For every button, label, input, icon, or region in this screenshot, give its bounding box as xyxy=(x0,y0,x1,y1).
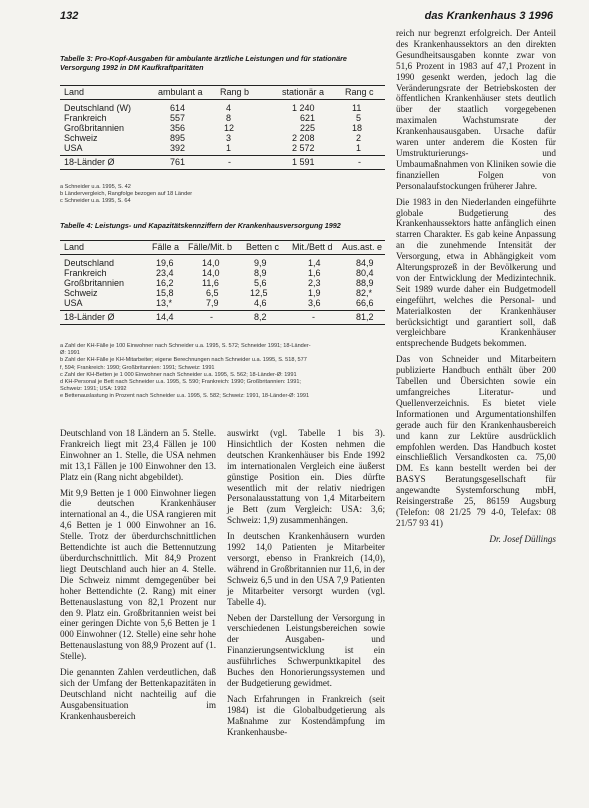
table4-footnotes: a Zahl der KH-Fälle je 100 Einwohner nach Schneider u.a. 1995, S. 572; Schneider 1991; 18-Länder- Ø: 1991 b Zahl der KH-Fälle je KH-Mitarbeiter; eigene Berechnungen nach Schneider u.a. 1995, S. 518, 577 f, 594; Frankreich: 1990; Großbritannien: 1991; Schweiz: 1991 c Zahl der KH-Betten je 1 000 Einwohner nach Schneider u.a. 1995, S. 562; 18-Länder-Ø: 1991 d KH-Personal je Bett nach Schneider u.a. 1995, S. 590; Frankreich: 1990; Großbritannien: 1991; Schweiz: 1991; USA: 1992 e Bettenauslastung in Prozent nach Schneider u.a. 1995, S. 582; Schweiz: 1991, 18-Länder-Ø: 1991 xyxy=(60,343,311,400)
table-row: USA 392 1 2 572 1 xyxy=(64,143,362,153)
paragraph: reich nur begrenzt erfolgreich. Der Anteil des Krankenhaussektors an den direkten Gesundheitsausgaben konnte zwar von 51,6 Prozent in 1983 auf 47,1 Prozent in 1990 gesenkt werden, jedoch lag die Veränderungsrate der Betriebskosten der öffentlichen Krankenhäuser stets deutlich über der staatlich vorgegebenen maximalen Wachstumsrate der Krankenhausausgaben. Ursache dafür waren unter anderem die Kosten für Umstrukturierungs- und Umbaumaßnahmen von Kliniken sowie die finanziellen Folgen von Personalaufstockungen früherer Jahre. xyxy=(396,28,556,191)
journal-title: das Krankenhaus 3 1996 xyxy=(424,10,553,22)
paragraph: Die genannten Zahlen verdeutlichen, daß sich der Umfang der Bettenkapazitäten in Deutschland nicht nachteilig auf die Ausgabensituation im Krankenhausbereich xyxy=(60,667,216,721)
table-row: Frankreich 557 8 621 5 xyxy=(64,113,362,123)
table4-caption: Tabelle 4: Leistungs- und Kapazitätskennziffern der Krankenhausversorgung 1992 xyxy=(60,221,341,230)
column-header: Rang b xyxy=(220,87,250,97)
paragraph: Deutschland von 18 Ländern an 5. Stelle. Frankreich liegt mit 23,4 Fällen je 100 Einwohner an 1. Stelle, die USA nehmen mit 13,1 Fällen je 100 Einwohner den 13. Platz ein (Rang nicht abgebildet). xyxy=(60,428,216,482)
table-row: Deutschland 19,6 14,0 9,9 1,4 84,9 xyxy=(64,258,374,268)
table-summary-row: 18-Länder Ø 14,4 - 8,2 - 81,2 xyxy=(60,310,385,325)
column-header: Rang c xyxy=(345,87,374,97)
paragraph: Mit 9,9 Betten je 1 000 Einwohner liegen die deutschen Krankenhäuser international an 4., die USA rangieren mit 4,6 Betten je 1 000 Einwohner an 16. Stelle. Trotz der überdurchschnittlichen Bettendichte ist auch die Bettennutzung überdurchschnittlich. Mit 84,9 Prozent liegt Deutschland auch hier an 4. Stelle. Die Schweiz nimmt demgegenüber bei hoher Bettendichte (2. Rang) mit einer Bettenauslastung von 82,1 Prozent nur den 9. Platz ein. Großbritannien weist bei einer geringen Dichte von 5,6 Betten je 1 000 Einwohner (12. Stelle) eine sehr hohe Bettenauslastung von 88,9 Prozent auf (1. Stelle). xyxy=(60,487,216,662)
page-number: 132 xyxy=(60,10,79,22)
author-signature: Dr. Josef Düllings xyxy=(489,533,556,544)
table-row: Deutschland (W) 614 4 1 240 11 xyxy=(64,103,362,113)
table-summary-row: 18-Länder Ø 761 - 1 591 - xyxy=(60,155,385,170)
column-header: ambulant a xyxy=(158,87,203,97)
article-column-right xyxy=(396,28,556,550)
table-row: Schweiz 895 3 2 208 2 xyxy=(64,133,362,143)
paragraph: Neben der Darstellung der Versorgung in verschiedenen Leistungsbereichen sowie der Ausgaben- und Finanzierungsentwicklung ist ein ausführliches Schwerpunktkapitel des Buches den Honorierungssystemen und der Budgetierung gewidmet. xyxy=(227,612,385,688)
table-row: Frankreich 23,4 14,0 8,9 1,6 80,4 xyxy=(64,268,374,278)
column-header: Land xyxy=(64,87,85,97)
table4 xyxy=(60,240,385,325)
table-row: Schweiz 15,8 6,5 12,5 1,9 82,* xyxy=(64,288,373,298)
table3-footnotes: a Schneider u.a. 1995, S. 42 b Ländervergleich, Rangfolge bezogen auf 18 Länder c Schneider u.a. 1995, S. 64 xyxy=(60,184,193,205)
paragraph: Die 1983 in den Niederlanden eingeführte globale Budgetierung des Krankenhaussektors hatte anfänglich einen starren Charakter. Es gab keine Anpassung an die zunehmende Intensität der Versorgung, etwa in Abhängigkeit vom Alterungsprozeß in der Bevölkerung und von der Entwicklung der Medizintechnik. Seit 1989 wurde daher ein Budgetmodell eingeführt, welches die Personal- und Materialkosten der Krankenhäuser berücksichtigt und garantiert soll, daß vergleichbare Krankenhäuser entsprechende Budgets bekommen. xyxy=(396,196,556,349)
table-row: USA 13,* 7,9 4,6 3,6 66,6 xyxy=(64,298,374,308)
paragraph: auswirkt (vgl. Tabelle 1 bis 3). Hinsichtlich der Kosten nehmen die deutschen Krankenhäuser bis Ende 1992 im internationalen Vergleich eine äußerst günstige Position ein. Dies dürfte wesentlich mit der relativ niedrigen Personalausstattung von 1,4 Mitarbeitern je Bett (zum Vergleich: USA: 3,6; Schweiz: 1,9) zusammenhängen. xyxy=(227,428,385,526)
table-header-row xyxy=(60,85,385,100)
paragraph: In deutschen Krankenhäusern wurden 1992 14,0 Patienten je Mitarbeiter versorgt, ebenso in Frankreich (14,0), während in Großbritannien nur 11,6, in der Schweiz 6,5 und in den USA 7,9 Patienten je Mitarbeiter versorgt wurden (vgl. Tabelle 4). xyxy=(227,531,385,607)
article-column-middle xyxy=(227,428,385,742)
table-row: Großbritannien 356 12 225 18 xyxy=(64,123,363,133)
column-header: stationär a xyxy=(282,87,325,97)
table-row: Großbritannien 16,2 11,6 5,6 2,3 88,9 xyxy=(64,278,374,288)
paragraph: Das von Schneider und Mitarbeitern publizierte Handbuch enthält über 200 Tabellen und Übersichten sowie ein umfangreiches Literatur- und Quellenverzeichnis. Es bietet viele Informationen und Argumentationshilfen gerade auch für den Krankenhausbereich und kann zur Lektüre ausdrücklich empfohlen werden. Das Handbuch kostet einschließlich Versandkosten ca. 75,00 DM. Es kann bestellt werden bei der BASYS Beratungsgesellschaft für angewandte Systemforschung mbH, Reisingerstraße 25, 86159 Augsburg (Telefon: 08 21/25 79 4-0, Telefax: 08 21/57 93 41) xyxy=(396,354,556,528)
table-header-row: Land Fälle a Fälle/Mit. b Betten c Mit./Bett d Aus.ast. e xyxy=(60,240,385,255)
table3-caption: Tabelle 3: Pro-Kopf-Ausgaben für ambulante ärztliche Leistungen und für stationäre Versorgung 1992 in DM Kaufkraftparitäten xyxy=(60,54,347,72)
article-column-left xyxy=(60,428,216,727)
table3 xyxy=(60,85,385,170)
paragraph: Nach Erfahrungen in Frankreich (seit 1984) ist die Globalbudgetierung als Maßnahme zur Kostendämpfung im Krankenhausbe- xyxy=(227,693,385,737)
